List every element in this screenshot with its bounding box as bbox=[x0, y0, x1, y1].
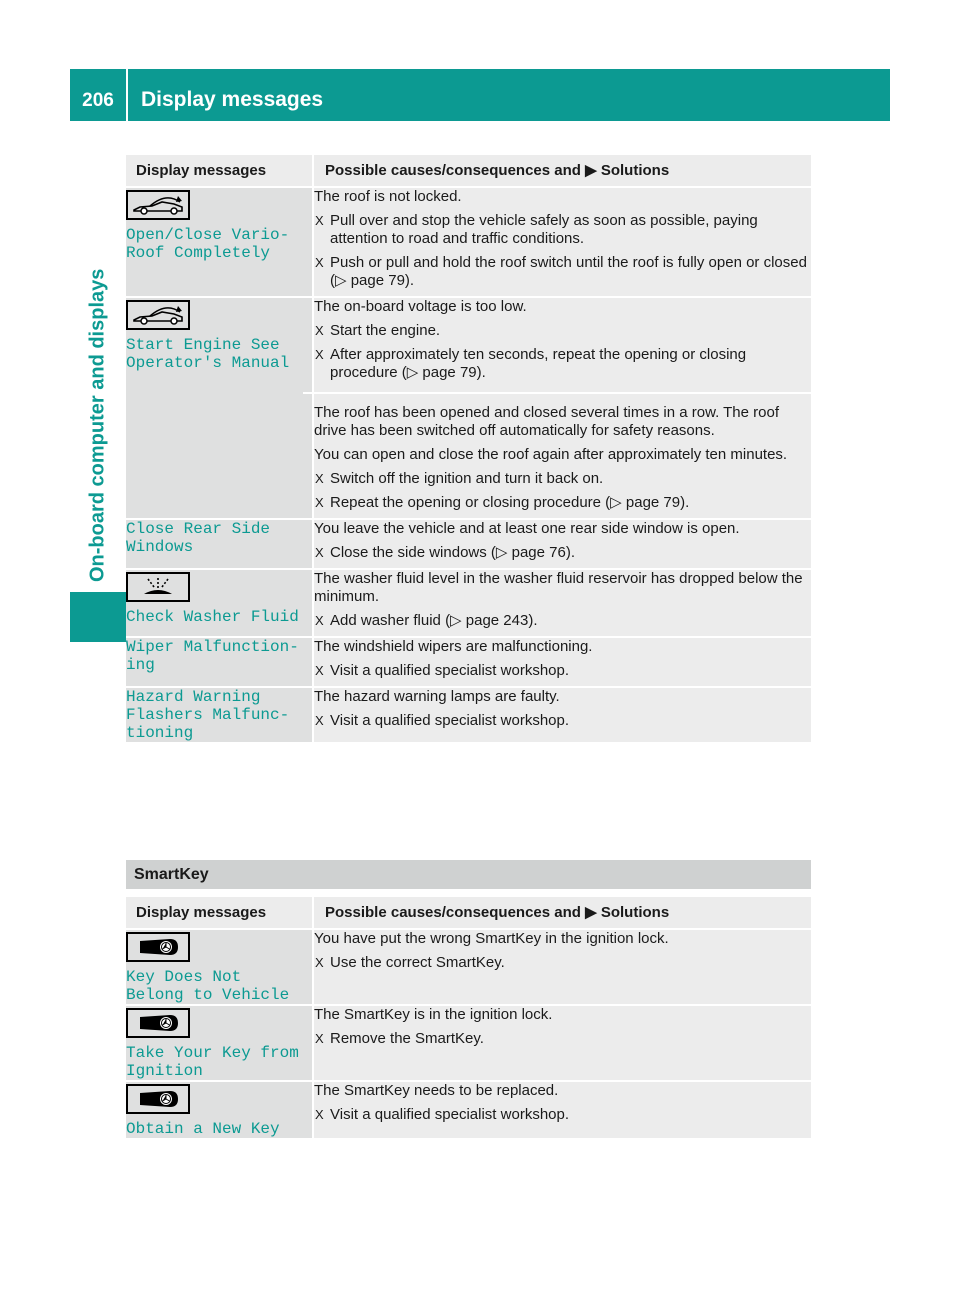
cause-cell bbox=[314, 518, 811, 568]
solution-text: Visit a qualified specialist workshop. bbox=[330, 712, 570, 729]
display-message: Close Rear Side Windows bbox=[126, 520, 271, 556]
header-display-messages: Display messages bbox=[126, 155, 314, 186]
cause-subsection bbox=[303, 392, 821, 512]
header-display-messages: Display messages bbox=[126, 897, 314, 928]
message-cell bbox=[126, 1004, 314, 1080]
step-arrow-icon: X bbox=[315, 613, 324, 628]
message-cell bbox=[126, 636, 314, 686]
cause-cell bbox=[314, 1004, 811, 1080]
header-divider bbox=[126, 69, 128, 121]
message-cell bbox=[126, 186, 314, 296]
header-solutions-label: Solutions bbox=[600, 162, 670, 179]
section-heading-smartkey: SmartKey bbox=[126, 860, 811, 889]
cause-text: The on-board voltage is too low. bbox=[314, 298, 527, 315]
smartkey-icon bbox=[126, 1008, 190, 1038]
display-message: Check Washer Fluid bbox=[126, 608, 299, 626]
solution-step bbox=[314, 212, 811, 248]
table-row bbox=[126, 1080, 811, 1138]
table-row bbox=[126, 186, 811, 296]
cause-cell bbox=[314, 928, 811, 1004]
table-row bbox=[126, 686, 811, 742]
display-messages-table bbox=[126, 155, 811, 742]
display-message: Start Engine See Operator's Manual bbox=[126, 336, 290, 372]
smartkey-messages-table bbox=[126, 897, 811, 1138]
table-row bbox=[126, 928, 811, 1004]
step-arrow-icon: X bbox=[315, 713, 324, 728]
side-tab-marker bbox=[70, 592, 126, 642]
step-arrow-icon: X bbox=[315, 545, 324, 560]
cause-cell bbox=[314, 686, 811, 742]
solution-step bbox=[314, 1106, 811, 1124]
solution-step bbox=[314, 712, 811, 730]
step-arrow-icon: X bbox=[315, 347, 324, 362]
solution-text: After approximately ten seconds, repeat the opening or closing procedure (▷ page 79). bbox=[330, 346, 747, 381]
display-message: Open/Close Vario- Roof Completely bbox=[126, 226, 290, 262]
cause-cell bbox=[314, 568, 811, 636]
solution-text: Use the correct SmartKey. bbox=[330, 954, 505, 971]
solution-step bbox=[314, 544, 811, 562]
page-number: 206 bbox=[82, 90, 114, 111]
solution-step bbox=[314, 470, 811, 488]
cause-cell bbox=[314, 186, 811, 296]
header-causes-label: Possible causes/consequences and bbox=[325, 904, 586, 921]
solution-text: Remove the SmartKey. bbox=[330, 1030, 484, 1047]
table-row bbox=[126, 636, 811, 686]
cause-text: You have put the wrong SmartKey in the ignition lock. bbox=[314, 930, 669, 947]
message-cell bbox=[126, 686, 314, 742]
washer-fluid-icon bbox=[126, 572, 190, 602]
cause-text: The roof has been opened and closed several times in a row. The roof drive has been switched off automatically for safety reasons. bbox=[314, 404, 780, 439]
step-arrow-icon: X bbox=[315, 471, 324, 486]
side-tab-label: On-board computer and displays bbox=[86, 268, 109, 582]
step-arrow-icon: X bbox=[315, 495, 324, 510]
header-causes-label: Possible causes/consequences and bbox=[325, 162, 586, 179]
message-cell bbox=[126, 296, 314, 518]
cause-text: The washer fluid level in the washer fluid reservoir has dropped below the minimum. bbox=[314, 570, 803, 605]
cause-text: The hazard warning lamps are faulty. bbox=[314, 688, 560, 705]
solution-text: Visit a qualified specialist workshop. bbox=[330, 662, 570, 679]
solution-text: Switch off the ignition and turn it back on. bbox=[330, 470, 604, 487]
message-cell bbox=[126, 928, 314, 1004]
table-row bbox=[126, 518, 811, 568]
message-cell bbox=[126, 1080, 314, 1138]
solution-step bbox=[314, 494, 811, 512]
display-message: Hazard Warning Flashers Malfunc‐ tioning bbox=[126, 688, 290, 742]
solution-step bbox=[314, 322, 811, 340]
step-arrow-icon: X bbox=[315, 323, 324, 338]
table-row bbox=[126, 296, 811, 518]
solution-step bbox=[314, 954, 811, 972]
table-row bbox=[126, 568, 811, 636]
cause-text: The SmartKey needs to be replaced. bbox=[314, 1082, 559, 1099]
step-arrow-icon: X bbox=[315, 255, 324, 270]
step-arrow-icon: X bbox=[315, 1031, 324, 1046]
solution-text: Close the side windows (▷ page 76). bbox=[330, 544, 575, 561]
table-header bbox=[126, 897, 811, 928]
header-causes bbox=[314, 155, 811, 186]
display-message: Obtain a New Key bbox=[126, 1120, 280, 1138]
cause-text: The roof is not locked. bbox=[314, 188, 462, 205]
display-message: Take Your Key from Ignition bbox=[126, 1044, 299, 1080]
message-cell bbox=[126, 518, 314, 568]
roof-icon bbox=[126, 190, 190, 220]
solution-step bbox=[314, 662, 811, 680]
step-arrow-icon: X bbox=[315, 213, 324, 228]
solution-text: Push or pull and hold the roof switch until the roof is fully open or closed (▷ page 79). bbox=[330, 254, 807, 289]
cause-cell bbox=[314, 636, 811, 686]
solution-step bbox=[314, 346, 811, 382]
step-arrow-icon: X bbox=[315, 955, 324, 970]
roof-icon bbox=[126, 300, 190, 330]
solution-step bbox=[314, 254, 811, 290]
solution-text: Add washer fluid (▷ page 243). bbox=[330, 612, 538, 629]
smartkey-icon bbox=[126, 932, 190, 962]
cause-cell bbox=[314, 296, 811, 518]
table-header bbox=[126, 155, 811, 186]
smartkey-icon bbox=[126, 1084, 190, 1114]
solution-text: Start the engine. bbox=[330, 322, 441, 339]
solution-step bbox=[314, 612, 811, 630]
arrow-icon: ▶ bbox=[585, 162, 597, 179]
page-title: Display messages bbox=[141, 88, 324, 111]
solution-text: Repeat the opening or closing procedure (▷ page 79). bbox=[330, 494, 690, 511]
solution-text: Visit a qualified specialist workshop. bbox=[330, 1106, 570, 1123]
step-arrow-icon: X bbox=[315, 1107, 324, 1122]
table-row bbox=[126, 1004, 811, 1080]
header-causes bbox=[314, 897, 811, 928]
solution-step bbox=[314, 1030, 811, 1048]
message-cell bbox=[126, 568, 314, 636]
header-solutions-label: Solutions bbox=[600, 904, 670, 921]
cause-text: The windshield wipers are malfunctioning. bbox=[314, 638, 593, 655]
arrow-icon: ▶ bbox=[585, 904, 597, 921]
cause-text: You can open and close the roof again after approximately ten minutes. bbox=[314, 446, 788, 463]
solution-text: Pull over and stop the vehicle safely as soon as possible, paying attention to road and traffic conditions. bbox=[330, 212, 758, 247]
cause-cell bbox=[314, 1080, 811, 1138]
cause-text: You leave the vehicle and at least one rear side window is open. bbox=[314, 520, 740, 537]
step-arrow-icon: X bbox=[315, 663, 324, 678]
cause-text: The SmartKey is in the ignition lock. bbox=[314, 1006, 553, 1023]
display-message: Key Does Not Belong to Vehicle bbox=[126, 968, 290, 1004]
display-message: Wiper Malfunction‐ ing bbox=[126, 638, 299, 674]
